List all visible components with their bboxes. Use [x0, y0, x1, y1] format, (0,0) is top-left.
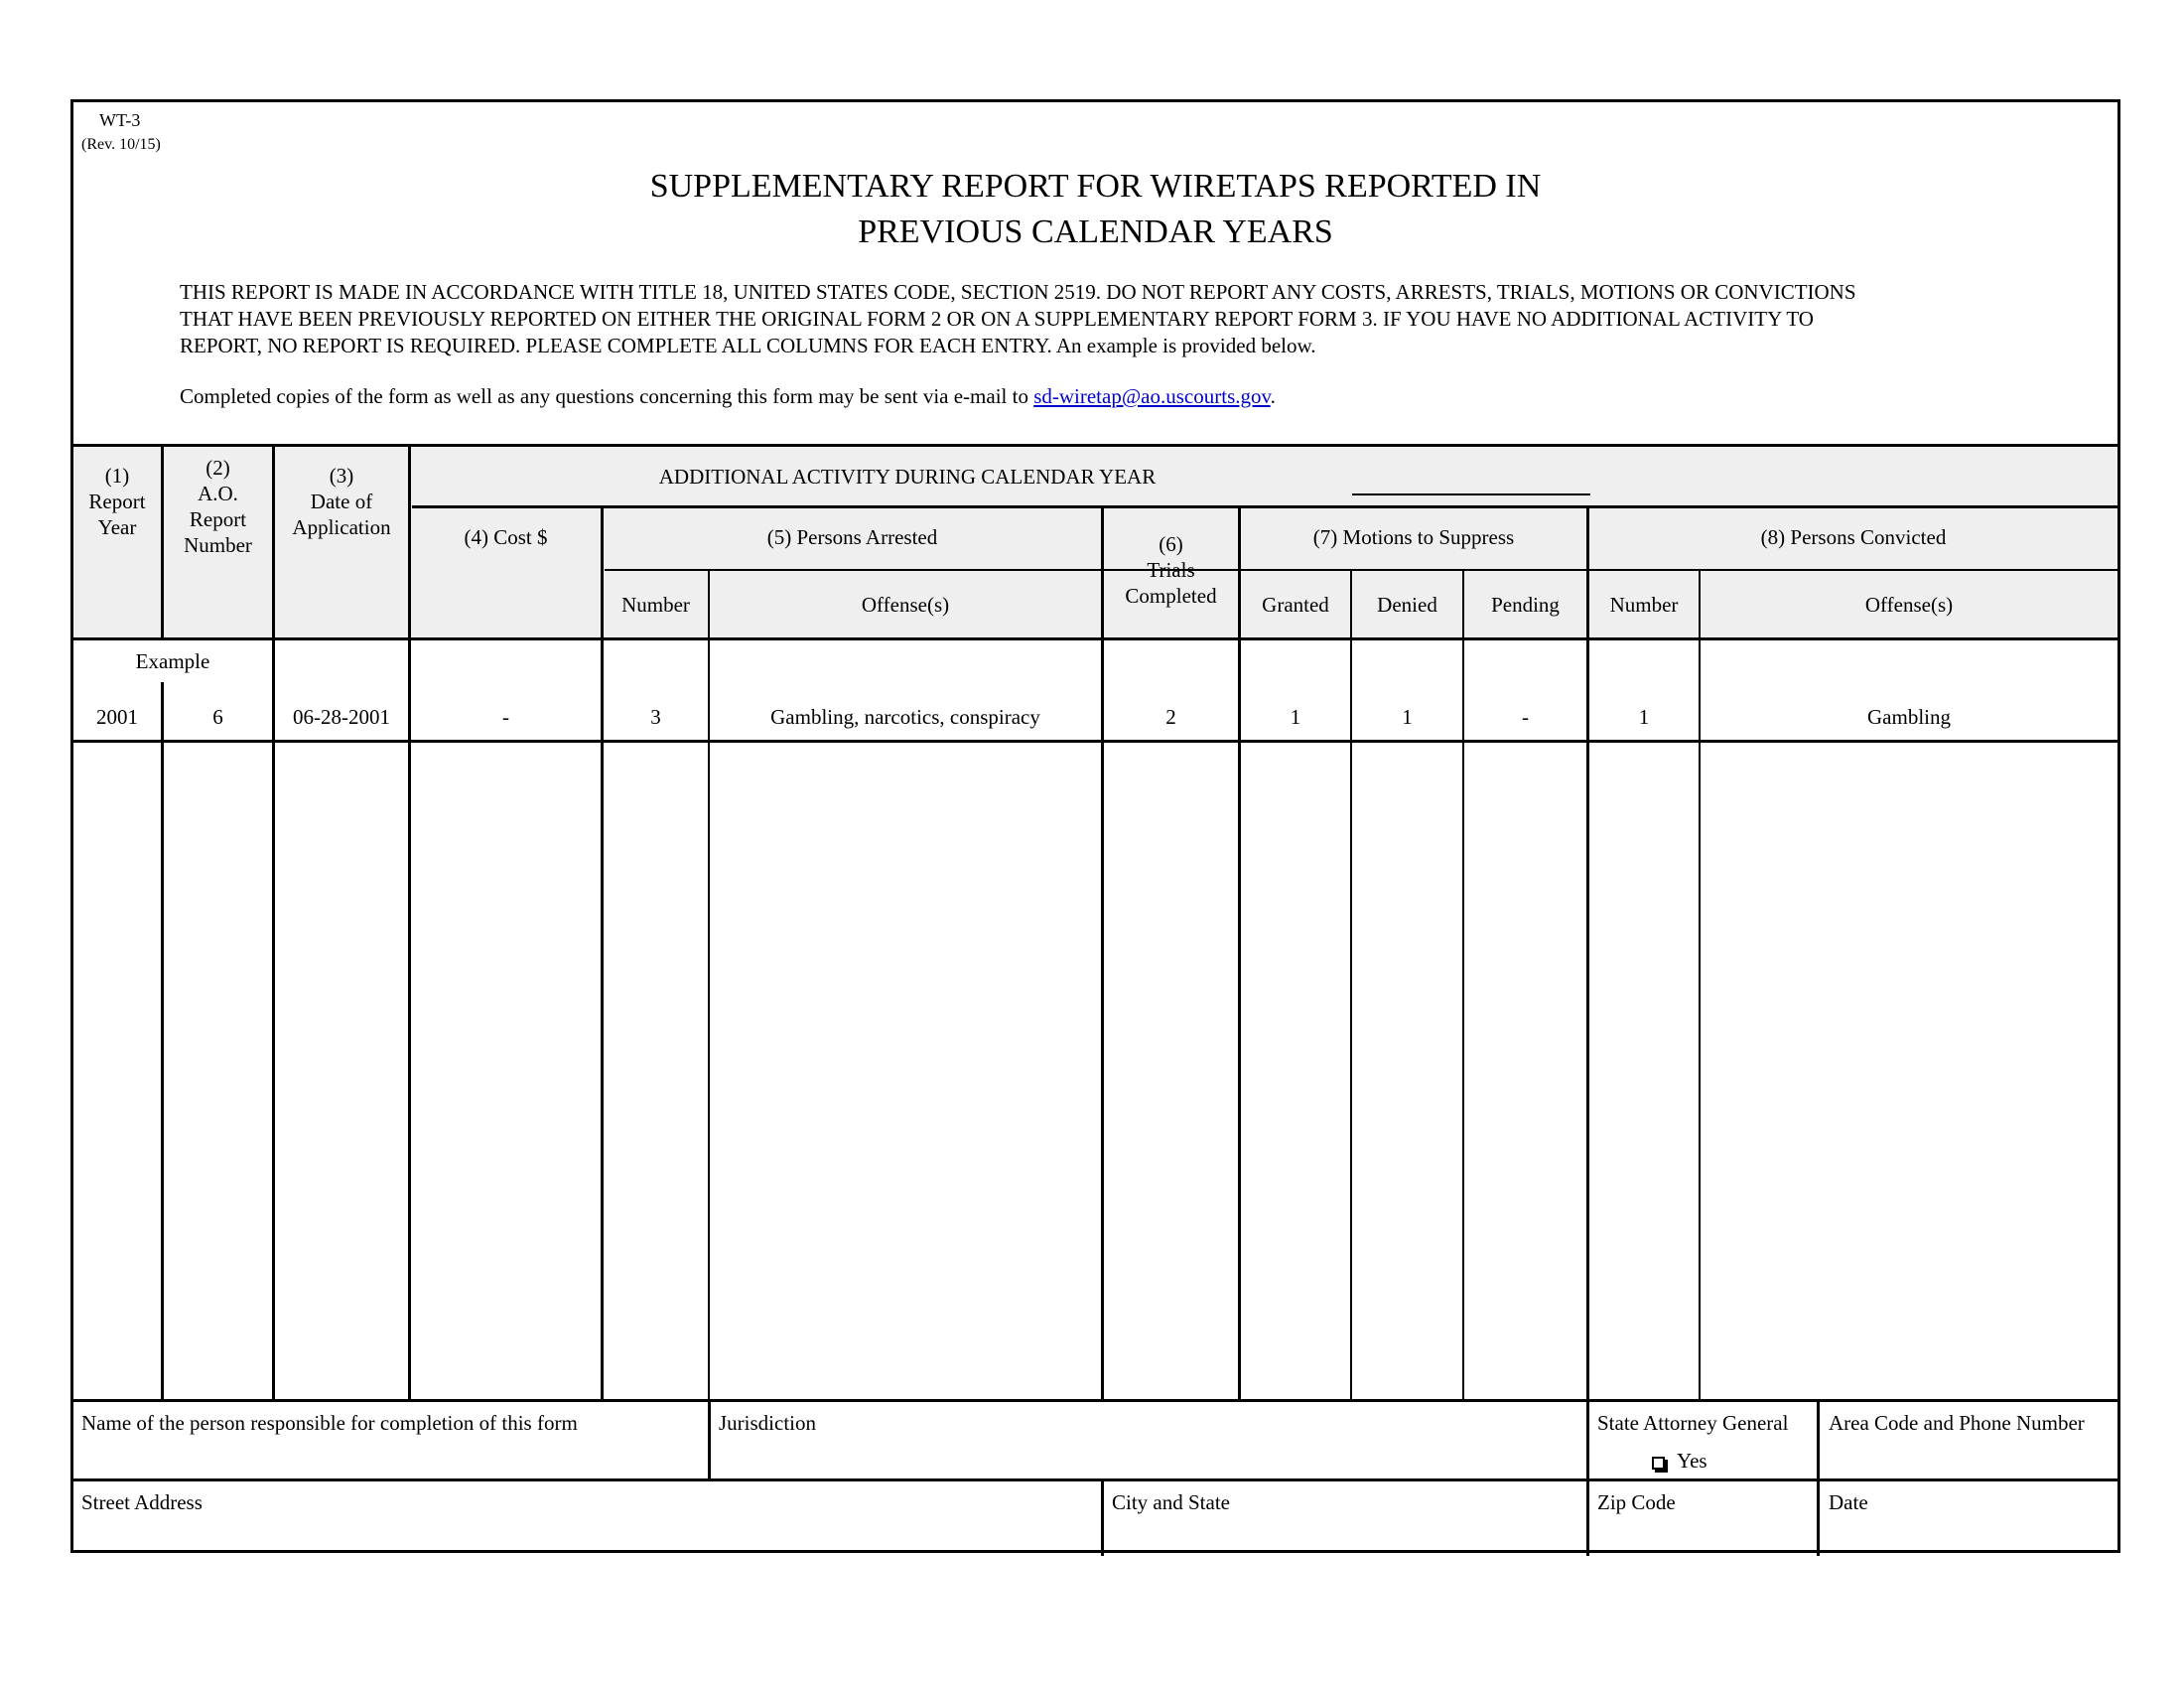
example-trials: 2 [1165, 705, 1176, 729]
form-title-line2: PREVIOUS CALENDAR YEARS [858, 213, 1333, 250]
example-cost: - [502, 705, 509, 729]
example-ao-number: 6 [212, 705, 223, 729]
example-year: 2001 [96, 705, 138, 729]
state-ag-label: State Attorney General [1597, 1411, 1789, 1435]
email-suffix: . [1270, 384, 1276, 408]
jurisdiction-field[interactable] [711, 1402, 1586, 1478]
email-link[interactable]: sd-wiretap@ao.uscourts.gov [1033, 384, 1271, 408]
yes-checkbox[interactable] [1652, 1457, 1665, 1470]
col-arrested-header: (5) Persons Arrested [766, 525, 938, 549]
header-divider-3 [73, 637, 2117, 640]
instructions-line2: THAT HAVE BEEN PREVIOUSLY REPORTED ON EITHER THE ORIGINAL FORM 2 OR ON A SUPPLEMENTARY REPORT FORM 3. IF YOU HAVE NO ADDITIONAL ACTIVITY TO [180, 307, 1814, 331]
calendar-year-blank[interactable] [1352, 493, 1590, 495]
col-trials-header: (6) Trials Completed [1125, 532, 1217, 608]
example-label: Example [135, 649, 210, 673]
example-date: 06-28-2001 [293, 705, 390, 729]
col-arrested-offenses-header: Offense(s) [861, 592, 950, 617]
activity-header: ADDITIONAL ACTIVITY DURING CALENDAR YEAR [658, 464, 1157, 489]
example-arrested-number: 3 [650, 705, 661, 729]
col-pending-header: Pending [1491, 592, 1560, 617]
instructions [180, 279, 2046, 359]
col-convicted-header: (8) Persons Convicted [1760, 525, 1947, 549]
phone-field-label: Area Code and Phone Number [1829, 1411, 2085, 1435]
col-cost-header: (4) Cost $ [464, 525, 548, 549]
col-arrested-number-header: Number [621, 592, 690, 617]
col-granted-header: Granted [1262, 592, 1329, 617]
zip-field[interactable] [1589, 1481, 1817, 1556]
city-field[interactable] [1104, 1481, 1586, 1556]
example-convicted-number: 1 [1638, 705, 1650, 729]
form-id: WT-3 [99, 110, 141, 130]
city-field-label: City and State [1112, 1490, 1230, 1514]
yes-label: Yes [1677, 1449, 1707, 1473]
date-field-label: Date [1829, 1490, 1868, 1514]
example-convicted-offenses: Gambling [1867, 705, 1951, 729]
instructions-line1: THIS REPORT IS MADE IN ACCORDANCE WITH TITLE 18, UNITED STATES CODE, SECTION 2519. DO NOT REPORT ANY COSTS, ARRESTS, TRIALS, MOTIONS OR CONVICTIONS [180, 280, 1856, 304]
name-field-label: Name of the person responsible for completion of this form [81, 1411, 578, 1435]
col-motions-header: (7) Motions to Suppress [1312, 525, 1515, 549]
example-granted: 1 [1290, 705, 1301, 729]
example-arrested-offenses: Gambling, narcotics, conspiracy [770, 705, 1040, 729]
jurisdiction-field-label: Jurisdiction [719, 1411, 816, 1435]
col-convicted-offenses-header: Offense(s) [1864, 592, 1954, 617]
street-field-label: Street Address [81, 1490, 203, 1514]
example-denied: 1 [1402, 705, 1413, 729]
example-pending: - [1522, 705, 1529, 729]
col-denied-header: Denied [1377, 592, 1437, 617]
col-ao-number-header: (2) A.O. Report Number [184, 456, 252, 557]
street-field[interactable] [73, 1481, 1101, 1556]
zip-field-label: Zip Code [1597, 1490, 1676, 1514]
email-prefix: Completed copies of the form as well as any questions concerning this form may be sent via e-mail to [180, 384, 1034, 408]
entry-area[interactable] [73, 743, 2117, 1399]
state-ag-yes-option[interactable] [1652, 1449, 1707, 1474]
name-field[interactable] [73, 1402, 708, 1478]
instructions-line3: REPORT, NO REPORT IS REQUIRED. PLEASE COMPLETE ALL COLUMNS FOR EACH ENTRY. An example is provided below. [180, 334, 1316, 357]
form-revision: (Rev. 10/15) [81, 136, 161, 153]
phone-field[interactable] [1820, 1402, 2117, 1478]
col-report-year-header: (1) Report Year [88, 464, 146, 539]
col-date-header: (3) Date of Application [292, 464, 391, 539]
form-title-line1: SUPPLEMENTARY REPORT FOR WIRETAPS REPORTED IN [649, 168, 1542, 205]
email-instructions [180, 384, 1276, 409]
col-convicted-number-header: Number [1609, 592, 1679, 617]
form-frame [70, 99, 2120, 1553]
date-field[interactable] [1820, 1481, 2117, 1556]
